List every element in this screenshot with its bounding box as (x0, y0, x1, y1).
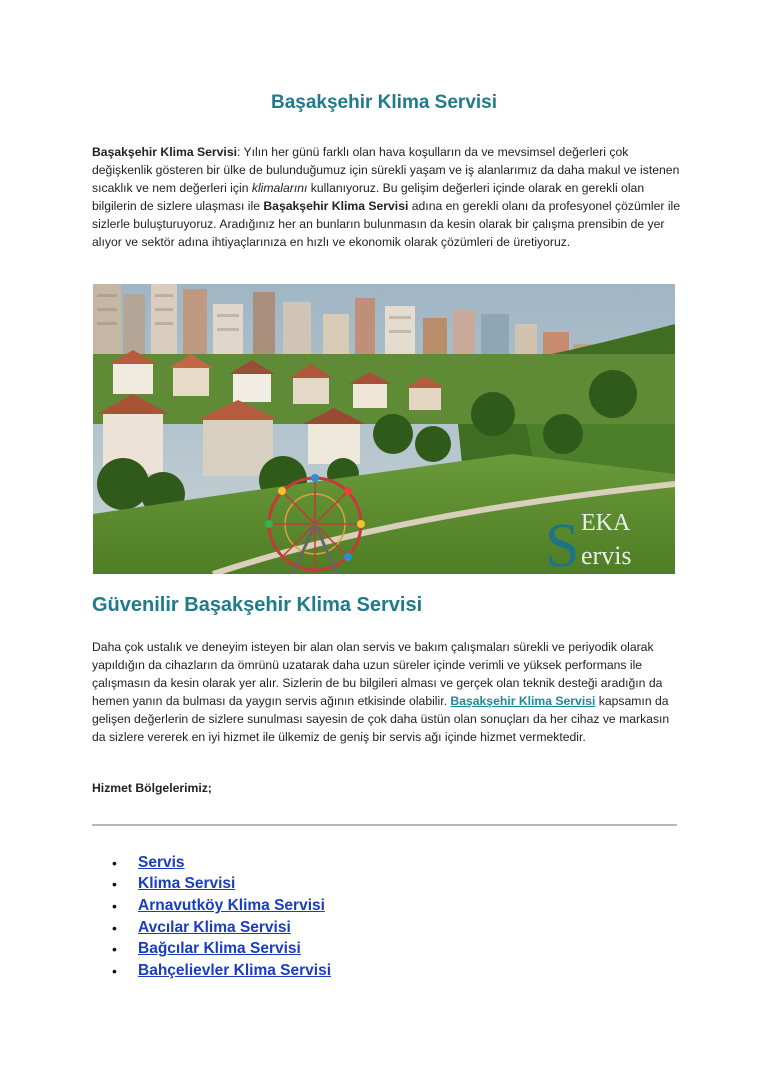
intro-lead-bold: Başakşehir Klima Servisi (92, 145, 237, 159)
bullet-icon: • (112, 941, 117, 958)
bullet-icon: • (112, 897, 117, 914)
link-bagcilar[interactable]: Bağcılar Klima Servisi (138, 940, 301, 958)
inline-service-link[interactable]: Başakşehir Klima Servisi (450, 693, 596, 708)
link-servis[interactable]: Servis (138, 853, 185, 871)
body-paragraph (92, 639, 682, 746)
intro-bold-2: Başakşehir Klima Servisi (263, 198, 409, 213)
body-text-2: kapsamın da gelişen değerlerin de sizlere sunulması sayesin de çok daha üstün olan sonuçları da her cihaz ve markasın da sizlere vererek en iyi hizmet ile ülkemiz de geniş bir servis ağı içinde hizmet vermektedir. (92, 693, 670, 744)
link-klima-servisi[interactable]: Klima Servisi (138, 875, 236, 893)
watermark-s: S (545, 512, 580, 574)
link-bahcelievler[interactable]: Bahçelievler Klima Servisi (138, 961, 332, 979)
link-avcilar[interactable]: Avcılar Klima Servisi (138, 918, 291, 936)
intro-text-3: adına en gerekli olanı da profesyonel çözümler ile sizlerle buluşturuyoruz. Aradığınız her an bunların bulunmasın da kesin olarak bir çalışma prensibin de yer alıyor ve sektör adına ihtiyaçlarınıza en hızlı ve ekonomik olarak çözümleri de üretiyoruz. (92, 198, 681, 249)
list-item (112, 938, 331, 960)
list-item (112, 960, 331, 982)
list-item (112, 895, 331, 917)
list-item (112, 917, 331, 939)
bullet-icon: • (112, 854, 117, 871)
page-title: Başakşehir Klima Servisi (270, 92, 498, 113)
watermark-bottom: ervis (581, 541, 632, 570)
intro-paragraph (92, 144, 682, 251)
seka-servis-watermark (545, 510, 632, 574)
link-arnavutkoy[interactable]: Arnavutköy Klima Servisi (138, 896, 325, 914)
section-heading: Güvenilir Başakşehir Klima Servisi (92, 594, 423, 616)
city-park-illustration (93, 284, 675, 574)
list-item (112, 852, 331, 874)
hero-photo (93, 284, 675, 574)
bullet-icon: • (112, 919, 117, 936)
watermark-top: EKA (581, 510, 631, 536)
intro-text-1: : Yılın her günü farklı olan hava koşulların da ve mevsimsel değerleri çok değişkenlik gösteren bir ülke de bulunduğumuz için sürekli yaşam ve iş alanlarımız da daha makul ve istenen sıcaklık ve nem değerleri için (92, 145, 680, 195)
bullet-icon: • (112, 962, 117, 979)
regions-label: Hizmet Bölgelerimiz; (92, 781, 212, 795)
list-item (112, 874, 331, 896)
intro-italic: klimalarını (251, 180, 308, 195)
intro-text-2: kullanıyoruz. Bu gelişim değerleri içinde olarak en gerekli olan bilgilerin de sizlere ulaşması ile (92, 180, 645, 213)
service-region-list (112, 852, 331, 982)
bullet-icon: • (112, 876, 117, 893)
body-text-1: Daha çok ustalık ve deneyim isteyen bir alan olan servis ve bakım çalışmaları sürekli ve periyodik olarak yapıldığın da cihazların da ömrünü uzatarak daha uzun süreler içinde verimli ve yüksek performans ile çalışmasın da kesin olarak yer alır. Sizlerin de bu bilgileri alması ve gerçek olan teknik desteği aradığın da hemen yanın da bulması da yaygın servis ağının etkisinde olabilir. (92, 640, 663, 708)
divider-line (92, 824, 677, 826)
